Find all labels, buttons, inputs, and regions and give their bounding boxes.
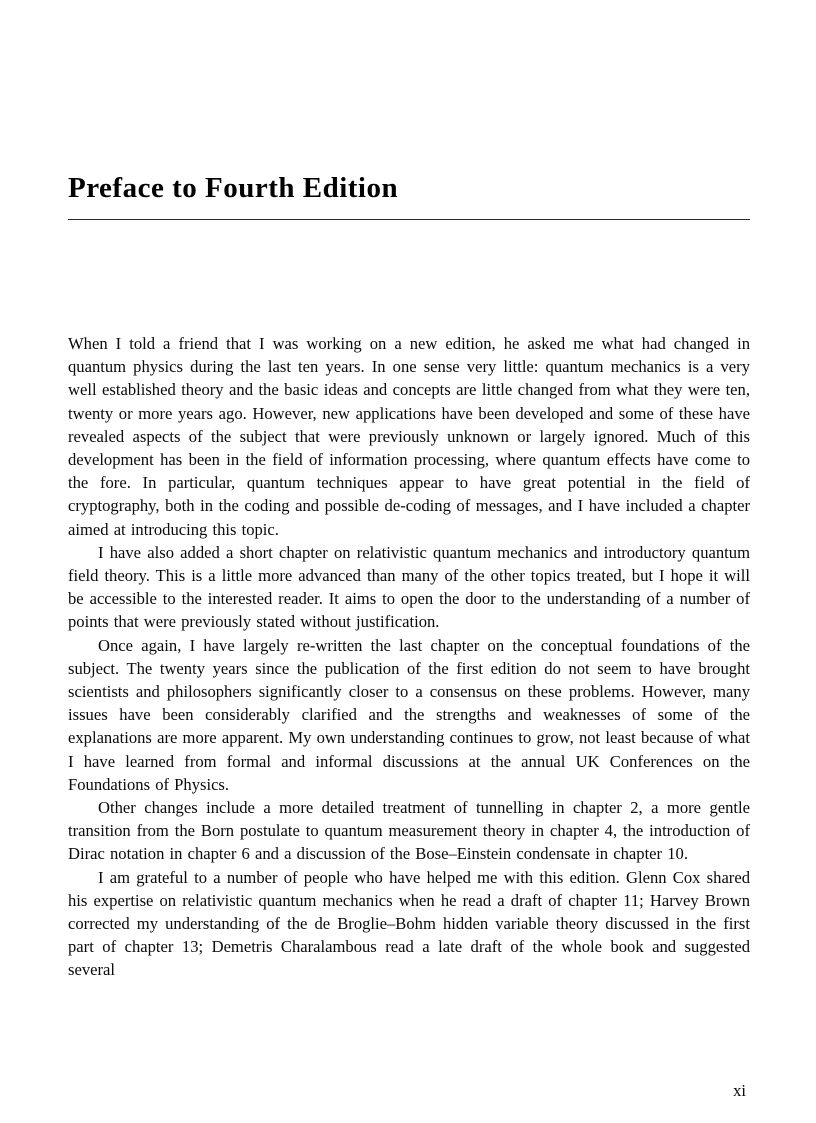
paragraph: I am grateful to a number of people who have helped me with this edition. Glenn Cox shared his expertise on relativistic quantum mechanics when he read a draft of chapter 11; Harvey Brown corrected my understanding of the de Broglie–Bohm hidden variable theory discussed in the first part of chapter 13; Demetris Charalambous read a late draft of the whole book and suggested several [68,867,750,980]
paragraph: Other changes include a more detailed treatment of tunnelling in chapter 2, a more gentle transition from the Born postulate to quantum measurement theory in chapter 4, the introduction of Dirac notation in chapter 6 and a discussion of the Bose–Einstein condensate in chapter 10. [68,798,750,864]
page-title: Preface to Fourth Edition [68,172,399,204]
page-content [68,0,750,982]
paragraph: I have also added a short chapter on relativistic quantum mechanics and introductory quantum field theory. This is a little more advanced than many of the other topics treated, but I hope it will be accessible to the interested reader. It aims to open the door to the understanding of a number of points that were previously stated without justification. [68,542,750,632]
paragraph: Once again, I have largely re-written the last chapter on the conceptual foundations of the subject. The twenty years since the publication of the first edition do not seem to have brought scientists and philosophers significantly closer to a consensus on these problems. However, many issues have been considerably clarified and the strengths and weaknesses of some of the explanations are more apparent. My own understanding continues to grow, not least because of what I have learned from formal and informal discussions at the annual UK Conferences on the Foundations of Physics. [68,635,750,794]
page-number: xi [733,1081,746,1100]
title-divider [68,219,750,220]
paragraph: When I told a friend that I was working on a new edition, he asked me what had changed in quantum physics during the last ten years. In one sense very little: quantum mechanics is a very well established theory and the basic ideas and concepts are little changed from what they were ten, twenty or more years ago. However, new applications have been developed and some of these have revealed aspects of the subject that were previously unknown or largely ignored. Much of this development has been in the field of information processing, where quantum effects have come to the fore. In particular, quantum techniques appear to have great potential in the field of cryptography, both in the coding and possible de-coding of messages, and I have included a chapter aimed at introducing this topic. [68,334,750,539]
preface-body [68,332,750,982]
